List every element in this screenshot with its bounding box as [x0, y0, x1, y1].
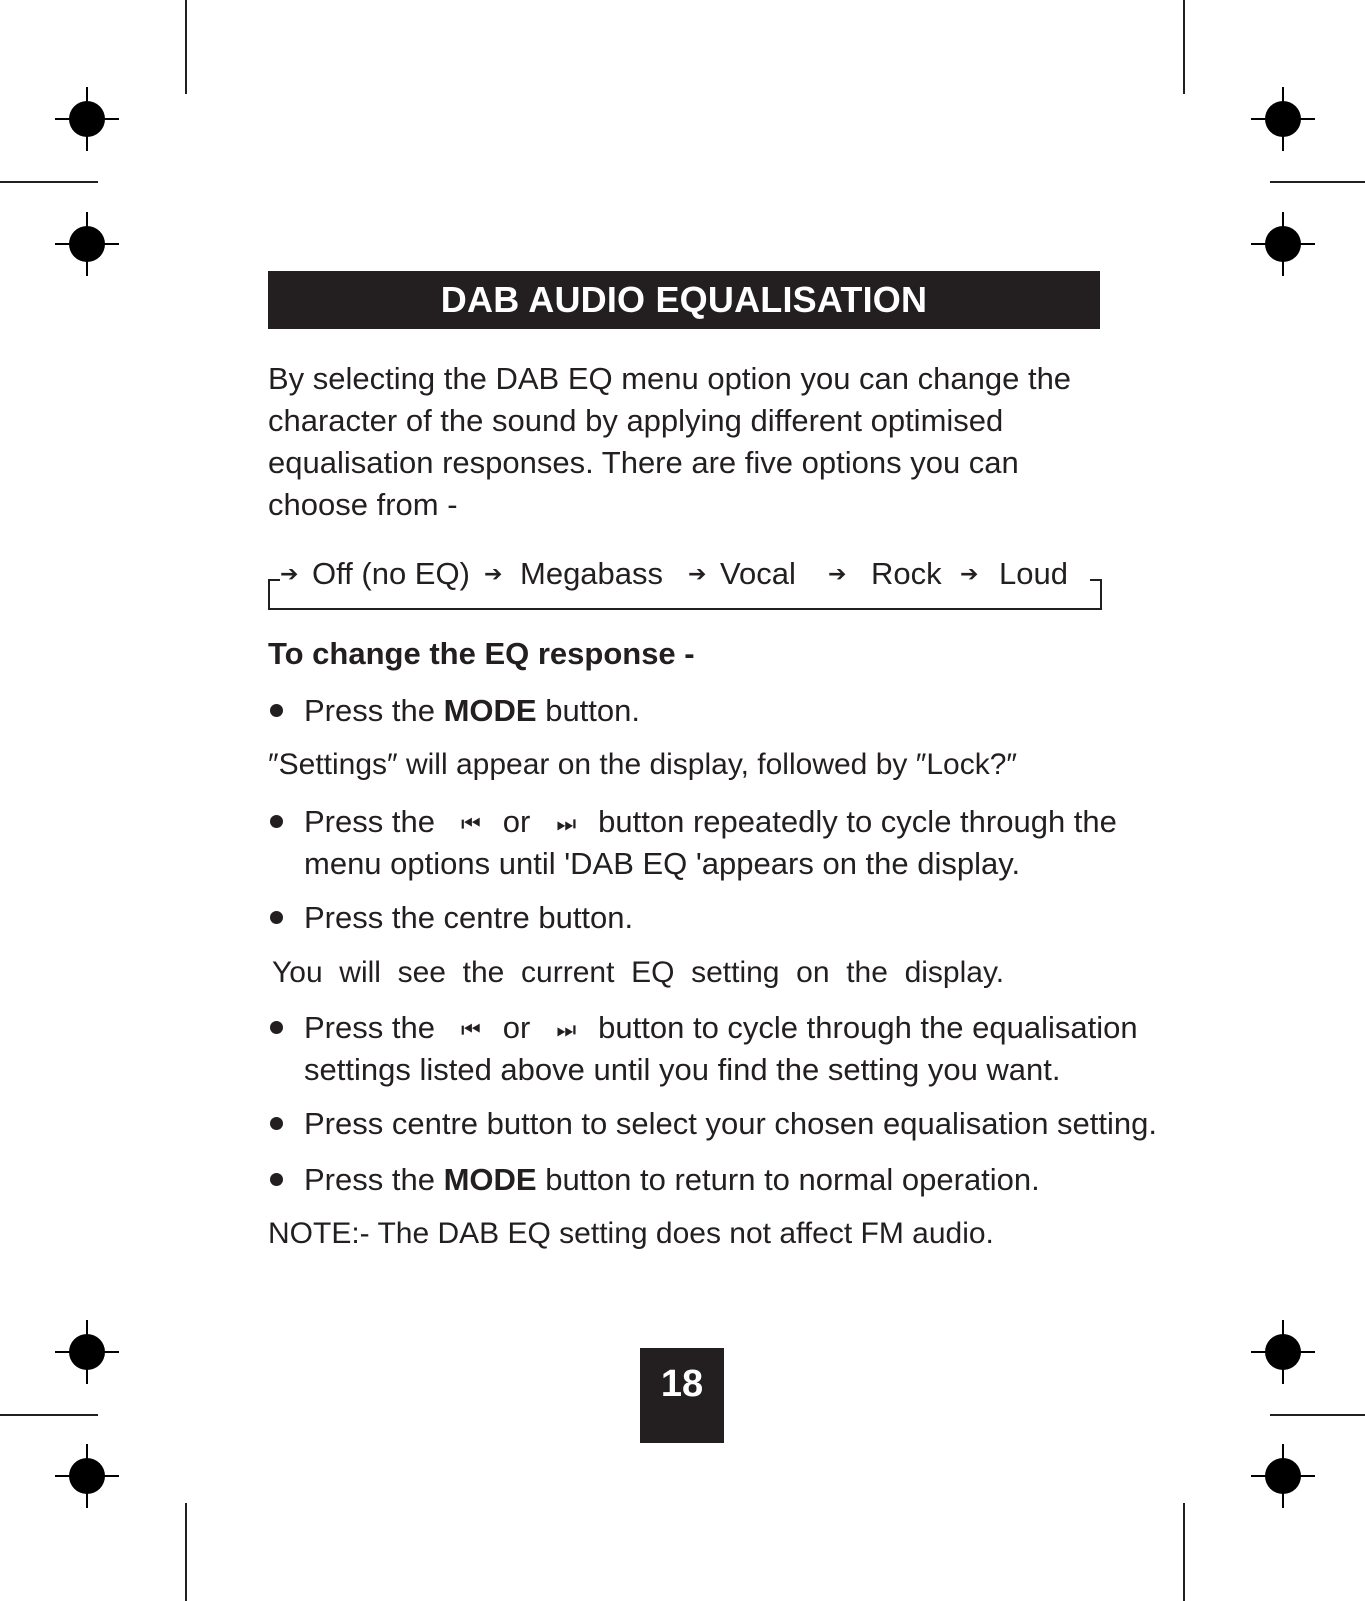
registration-mark	[55, 87, 119, 151]
skip-forward-icon: ⏭	[556, 810, 577, 836]
bullet	[270, 815, 283, 828]
registration-mark	[55, 212, 119, 276]
step-cycle-eq: Press the ⏮ or ⏭ button to cycle through the equalisation	[304, 1007, 1138, 1051]
page-number: 18	[640, 1348, 724, 1443]
step-press-mode: Press the MODE button.	[304, 693, 641, 728]
intro-line: choose from -	[268, 487, 458, 522]
registration-mark	[55, 1444, 119, 1508]
intro-line: equalisation responses. There are five options you can	[268, 445, 1019, 480]
mode-button-label: MODE	[443, 1162, 537, 1197]
subheading: To change the EQ response -	[268, 636, 695, 671]
intro-paragraph	[268, 358, 1148, 526]
skip-back-icon: ⏮	[460, 810, 481, 836]
step-press-centre: Press the centre button.	[304, 900, 634, 935]
bullet	[270, 1021, 283, 1034]
skip-back-icon: ⏮	[460, 1016, 481, 1042]
step-cycle-menu-cont: menu options until 'DAB EQ 'appears on the display.	[304, 846, 1021, 881]
mode-button-label: MODE	[443, 693, 537, 728]
intro-line: character of the sound by applying different optimised	[268, 403, 1004, 438]
step-cycle-menu: Press the ⏮ or ⏭ button repeatedly to cycle through the	[304, 801, 1117, 845]
arrow-right-icon: ➔	[828, 561, 847, 586]
bullet	[270, 1173, 283, 1186]
eq-option: Rock	[871, 554, 942, 594]
step-return: Press the MODE button to return to normal operation.	[304, 1162, 1040, 1197]
display-message: ″Settings″ will appear on the display, followed by ″Lock?″	[268, 748, 1018, 781]
registration-mark	[1251, 1320, 1315, 1384]
registration-mark	[55, 1320, 119, 1384]
step-cycle-eq-cont: settings listed above until you find the setting you want.	[304, 1052, 1061, 1087]
section-title: DAB AUDIO EQUALISATION	[268, 271, 1100, 329]
arrow-right-icon: ➔	[484, 561, 503, 586]
eq-option: Megabass	[520, 554, 663, 594]
bullet	[270, 911, 283, 924]
eq-cycle-diagram	[268, 554, 1102, 614]
crop-mark	[0, 181, 98, 183]
intro-line: By selecting the DAB EQ menu option you can change the	[268, 361, 1072, 396]
registration-mark	[1251, 212, 1315, 276]
eq-option: Loud	[999, 554, 1068, 594]
crop-mark	[1183, 1503, 1185, 1601]
eq-option: Off (no EQ)	[312, 554, 470, 594]
bullet	[270, 704, 283, 717]
crop-mark	[1270, 1414, 1365, 1416]
eq-option: Vocal	[720, 554, 796, 594]
registration-mark	[1251, 87, 1315, 151]
crop-mark	[1183, 0, 1185, 94]
crop-mark	[185, 0, 187, 94]
step-select-eq: Press centre button to select your chosen equalisation setting.	[304, 1106, 1157, 1141]
arrow-right-icon: ➔	[280, 561, 299, 586]
crop-mark	[185, 1503, 187, 1601]
crop-mark	[1270, 181, 1365, 183]
registration-mark	[1251, 1444, 1315, 1508]
bullet	[270, 1117, 283, 1130]
crop-mark	[0, 1414, 98, 1416]
display-message: You will see the current EQ setting on the display.	[272, 956, 1005, 989]
note: NOTE:- The DAB EQ setting does not affect FM audio.	[268, 1217, 994, 1250]
arrow-right-icon: ➔	[960, 561, 979, 586]
arrow-right-icon: ➔	[688, 561, 707, 586]
skip-forward-icon: ⏭	[556, 1016, 577, 1042]
